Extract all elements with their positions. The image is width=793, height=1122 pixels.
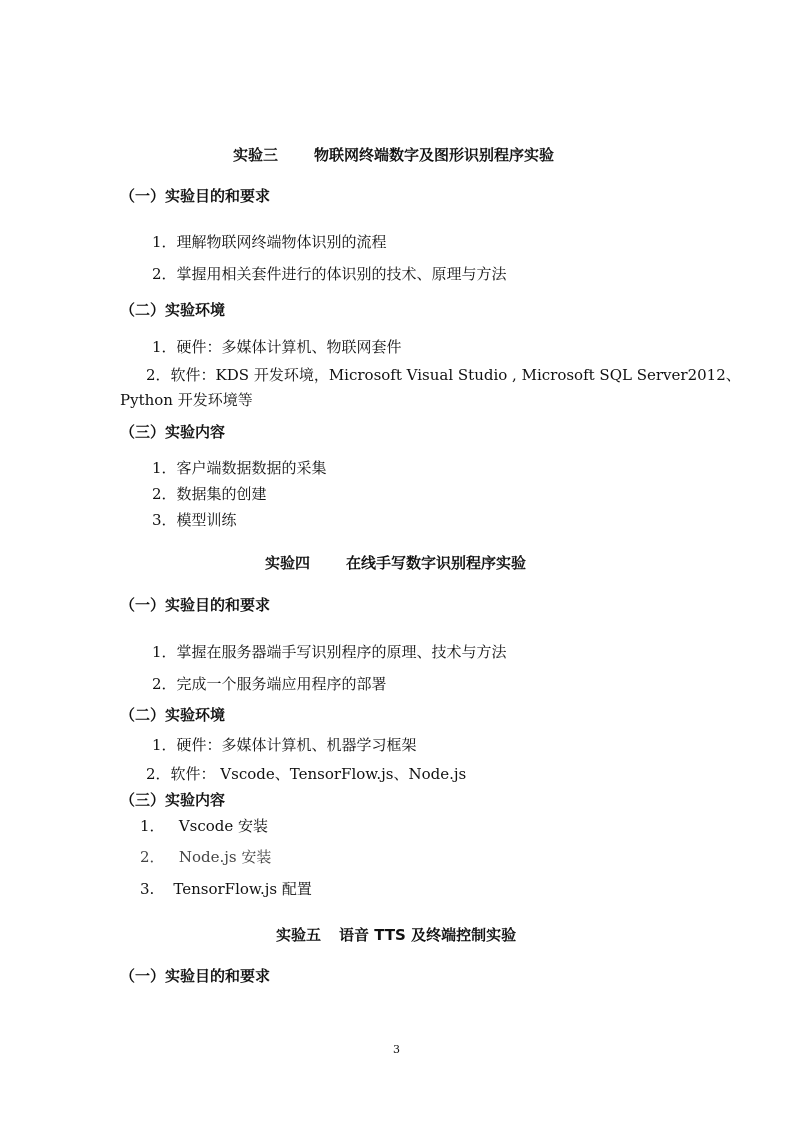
exp4-s2-item-2: 2．软件： Vscode、TensorFlow.js、Node.js bbox=[146, 765, 467, 783]
exp3-s1-item-2: 2．掌握用相关套件进行的体识别的技术、原理与方法 bbox=[152, 265, 507, 283]
exp4-s2-item-1: 1．硬件：多媒体计算机、机器学习框架 bbox=[152, 736, 417, 754]
exp4-s3-item-2: 2． Node.js 安装 bbox=[140, 848, 272, 866]
exp3-section-1-heading: （一）实验目的和要求 bbox=[120, 187, 271, 205]
exp3-title-text: 物联网终端数字及图形识别程序实验 bbox=[314, 146, 555, 164]
exp3-section-3-heading: （三）实验内容 bbox=[120, 423, 226, 441]
exp3-title bbox=[233, 145, 554, 165]
exp4-s3-item-3: 3. TensorFlow.js 配置 bbox=[140, 880, 312, 898]
exp3-s3-item-1: 1．客户端数据数据的采集 bbox=[152, 459, 327, 477]
exp4-title-text: 在线手写数字识别程序实验 bbox=[346, 554, 527, 572]
exp4-s1-item-1: 1．掌握在服务器端手写识别程序的原理、技术与方法 bbox=[152, 643, 507, 661]
exp5-title bbox=[276, 925, 516, 945]
exp5-title-num: 实验五 bbox=[276, 926, 322, 944]
exp3-s3-item-3: 3．模型训练 bbox=[152, 511, 237, 529]
exp3-s1-item-1: 1．理解物联网终端物体识别的流程 bbox=[152, 233, 387, 251]
exp4-s1-item-2: 2．完成一个服务端应用程序的部署 bbox=[152, 675, 387, 693]
exp3-s3-item-2: 2．数据集的创建 bbox=[152, 485, 267, 503]
exp3-section-2-heading: （二）实验环境 bbox=[120, 301, 226, 319]
exp3-title-num: 实验三 bbox=[233, 146, 279, 164]
exp4-title bbox=[265, 553, 526, 573]
exp4-title-num: 实验四 bbox=[265, 554, 311, 572]
exp4-section-1-heading: （一）实验目的和要求 bbox=[120, 596, 271, 614]
exp4-section-3-heading: （三）实验内容 bbox=[120, 791, 226, 809]
exp3-s2-item-2-cont: Python 开发环境等 bbox=[120, 391, 253, 409]
exp3-s2-item-2: 2．软件：KDS 开发环境，Microsoft Visual Studio , Microsoft SQL Server2012、 bbox=[146, 366, 741, 384]
exp5-title-text: 语音 TTS 及终端控制实验 bbox=[339, 926, 517, 944]
exp3-s2-item-1: 1．硬件：多媒体计算机、物联网套件 bbox=[152, 338, 402, 356]
exp4-section-2-heading: （二）实验环境 bbox=[120, 706, 226, 724]
page-number: 3 bbox=[393, 1043, 400, 1056]
exp5-section-1-heading: （一）实验目的和要求 bbox=[120, 967, 271, 985]
exp4-s3-item-1: 1． Vscode 安装 bbox=[140, 817, 269, 835]
